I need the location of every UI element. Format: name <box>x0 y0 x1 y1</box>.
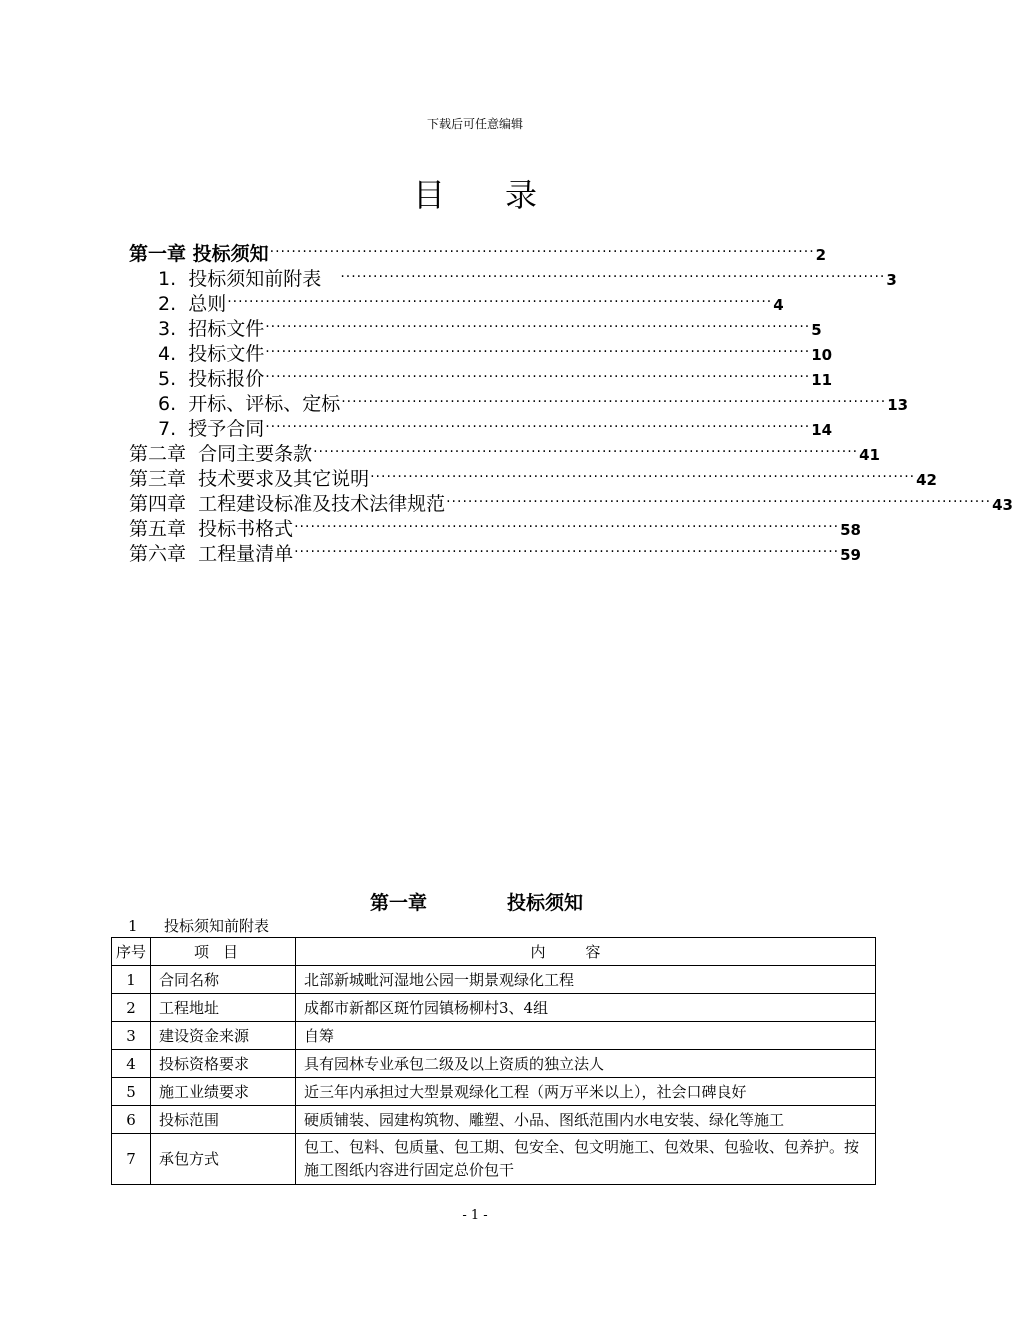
toc-leader: ···································································································· <box>227 294 773 310</box>
table-row <box>112 1134 876 1185</box>
table-header-row <box>112 938 876 966</box>
toc-entry[interactable] <box>129 240 827 265</box>
header-cell: 项目 <box>151 938 296 966</box>
table-cell: 承包方式 <box>151 1134 296 1185</box>
toc-leader: ···································································································· <box>294 519 840 535</box>
toc-entry-page: 4 <box>773 295 784 314</box>
toc-entry-text: 3. 招标文件 <box>158 318 265 340</box>
toc-entry-page: 42 <box>916 470 937 489</box>
toc-entry-page: 3 <box>886 270 897 289</box>
table-cell: 工程地址 <box>151 994 296 1022</box>
toc-entry-text: 第六章 工程量清单 <box>129 543 294 565</box>
toc-entry-page: 11 <box>811 370 833 389</box>
table-cell: 合同名称 <box>151 966 296 994</box>
toc-entry[interactable] <box>158 340 833 365</box>
page-number: - 1 - <box>462 1208 488 1223</box>
table-cell: 5 <box>112 1078 151 1106</box>
toc-leader: ···································································································· <box>265 344 811 360</box>
table-cell: 建设资金来源 <box>151 1022 296 1050</box>
toc-entry-page: 41 <box>859 445 880 464</box>
toc-leader: ···································································································· <box>313 444 859 460</box>
toc-entry-page: 13 <box>887 395 909 414</box>
table-row <box>112 1078 876 1106</box>
table-row <box>112 994 876 1022</box>
table-cell: 投标资格要求 <box>151 1050 296 1078</box>
toc-leader: ···································································································· <box>265 419 811 435</box>
toc-entry-page: 14 <box>811 420 833 439</box>
table-cell: 2 <box>112 994 151 1022</box>
header-note: 下载后可任意编辑 <box>426 117 523 131</box>
toc-entry[interactable] <box>158 365 833 390</box>
toc-entry-text: 第四章 工程建设标准及技术法律规范 <box>129 493 446 515</box>
table-cell: 3 <box>112 1022 151 1050</box>
toc-entry-page: 2 <box>815 245 827 264</box>
toc-title: 目录 <box>412 176 597 214</box>
toc-entry[interactable] <box>129 465 937 490</box>
toc-leader: ···································································································· <box>341 394 887 410</box>
toc-leader: ···································································································· <box>265 319 811 335</box>
toc-entry-page: 10 <box>811 345 833 364</box>
table-cell: 6 <box>112 1106 151 1134</box>
toc-entry-text: 第一章 投标须知 <box>129 243 269 265</box>
toc-leader: ···································································································· <box>340 269 886 285</box>
header-cell: 序号 <box>112 938 151 966</box>
table-row <box>112 966 876 994</box>
toc-entry-page: 43 <box>992 495 1013 514</box>
toc-entry[interactable] <box>158 390 909 415</box>
table-cell: 投标范围 <box>151 1106 296 1134</box>
table-cell: 成都市新都区斑竹园镇杨柳村3、4组 <box>296 994 876 1022</box>
chapter-label: 第一章 <box>370 892 428 914</box>
table-cell: 7 <box>112 1134 151 1185</box>
toc-leader: ···································································································· <box>446 494 992 510</box>
toc-entry[interactable] <box>158 265 897 290</box>
toc-entry[interactable] <box>129 540 861 565</box>
table-row <box>112 1022 876 1050</box>
table-cell: 北部新城毗河湿地公园一期景观绿化工程 <box>296 966 876 994</box>
toc-entry-text: 2. 总则 <box>158 293 227 315</box>
toc-entry[interactable] <box>129 440 880 465</box>
table-row <box>112 1106 876 1134</box>
toc-entry-text: 6. 开标、评标、定标 <box>158 393 341 415</box>
header-cell: 内容 <box>296 938 876 966</box>
toc-entry[interactable] <box>129 515 861 540</box>
table-cell: 1 <box>112 966 151 994</box>
toc-entry-text: 第五章 投标书格式 <box>129 518 294 540</box>
toc-leader: ···································································································· <box>265 369 811 385</box>
table-row <box>112 1050 876 1078</box>
toc-entry-text: 第二章 合同主要条款 <box>129 443 313 465</box>
toc-entry-text: 5. 投标报价 <box>158 368 265 390</box>
toc-entry-text: 7. 授予合同 <box>158 418 265 440</box>
toc-entry-text: 4. 投标文件 <box>158 343 265 365</box>
toc-entry-text: 第三章 技术要求及其它说明 <box>129 468 370 490</box>
bid-info-table <box>111 937 876 1185</box>
table-cell: 具有园林专业承包二级及以上资质的独立法人 <box>296 1050 876 1078</box>
table-cell: 包工、包料、包质量、包工期、包安全、包文明施工、包效果、包验收、包养护。按施工图纸内容进行固定总价包干 <box>296 1134 876 1185</box>
toc-entry-page: 59 <box>840 545 861 564</box>
toc-entry[interactable] <box>158 315 822 340</box>
section-title: 投标须知前附表 <box>164 917 270 935</box>
toc-leader: ···································································································· <box>294 544 840 560</box>
section-number: 1 <box>128 917 138 935</box>
toc-entry[interactable] <box>129 490 1013 515</box>
chapter-heading <box>370 888 583 915</box>
table-cell: 硬质铺装、园建构筑物、雕塑、小品、图纸范围内水电安装、绿化等施工 <box>296 1106 876 1134</box>
table-cell: 近三年内承担过大型景观绿化工程（两万平米以上），社会口碑良好 <box>296 1078 876 1106</box>
table-cell: 自筹 <box>296 1022 876 1050</box>
chapter-name: 投标须知 <box>507 892 584 914</box>
toc-leader: ···································································································· <box>269 244 815 260</box>
toc-entry[interactable] <box>158 290 784 315</box>
section-heading <box>128 915 269 936</box>
toc-leader: ···································································································· <box>370 469 916 485</box>
table-cell: 施工业绩要求 <box>151 1078 296 1106</box>
toc-entry-text: 1. 投标须知前附表 <box>158 268 340 290</box>
toc-entry-page: 5 <box>811 320 822 339</box>
table-cell: 4 <box>112 1050 151 1078</box>
toc-entry[interactable] <box>158 415 833 440</box>
toc-entry-page: 58 <box>840 520 861 539</box>
